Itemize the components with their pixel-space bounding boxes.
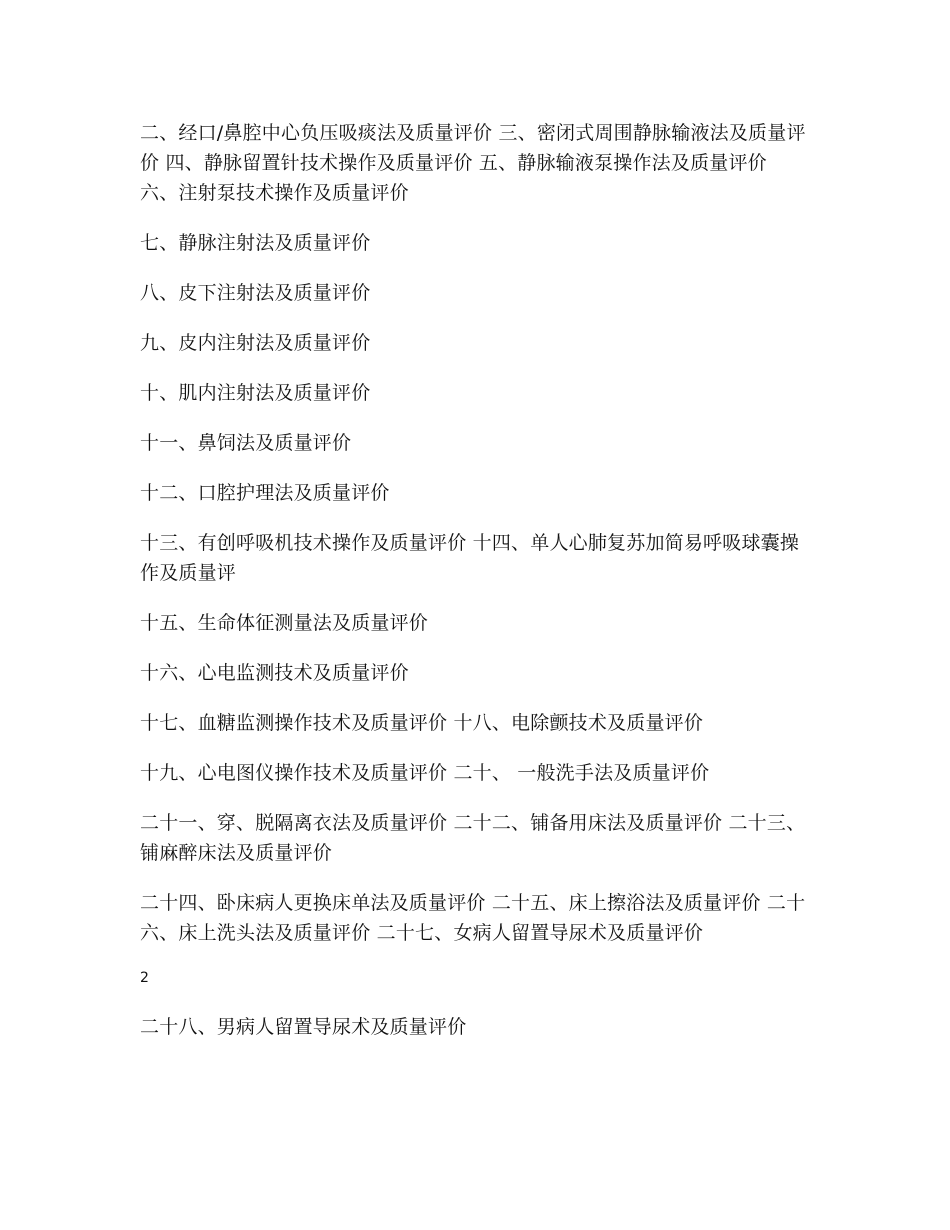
paragraph-item-7: 七、静脉注射法及质量评价 xyxy=(140,232,371,254)
paragraph-item-9: 九、皮内注射法及质量评价 xyxy=(140,332,371,354)
paragraph-item-13-14: 十三、有创呼吸机技术操作及质量评价 十四、单人心肺复苏加简易呼吸球囊操作及质量评 xyxy=(140,532,800,584)
paragraph-item-12: 十二、口腔护理法及质量评价 xyxy=(140,482,390,504)
paragraph-item-15: 十五、生命体征测量法及质量评价 xyxy=(140,612,429,634)
paragraph-item-19-20: 十九、心电图仪操作技术及质量评价 二十、 一般洗手法及质量评价 xyxy=(140,762,710,784)
paragraph-item-24-27: 二十四、卧床病人更换床单法及质量评价 二十五、床上擦浴法及质量评价 二十六、床上洗头法及质量评价 二十七、女病人留置导尿术及质量评价 xyxy=(140,892,806,944)
paragraph-item-28: 二十八、男病人留置导尿术及质量评价 xyxy=(140,1016,467,1038)
page-number: 2 xyxy=(140,970,149,986)
paragraph-item-2-6: 二、经口/鼻腔中心负压吸痰法及质量评价 三、密闭式周围静脉输液法及质量评价 四、静脉留置针技术操作及质量评价 五、静脉输液泵操作法及质量评价 六、注射泵技术操作及质量评价 xyxy=(140,122,806,204)
paragraph-item-21-23: 二十一、穿、脱隔离衣法及质量评价 二十二、铺备用床法及质量评价 二十三、铺麻醉床法及质量评价 xyxy=(140,812,806,864)
paragraph-item-10: 十、肌内注射法及质量评价 xyxy=(140,382,371,404)
paragraph-item-16: 十六、心电监测技术及质量评价 xyxy=(140,662,409,684)
paragraph-item-17-18: 十七、血糖监测操作技术及质量评价 十八、电除颤技术及质量评价 xyxy=(140,712,704,734)
paragraph-item-8: 八、皮下注射法及质量评价 xyxy=(140,282,371,304)
document-body xyxy=(140,118,808,1062)
paragraph-item-11: 十一、鼻饲法及质量评价 xyxy=(140,432,352,454)
